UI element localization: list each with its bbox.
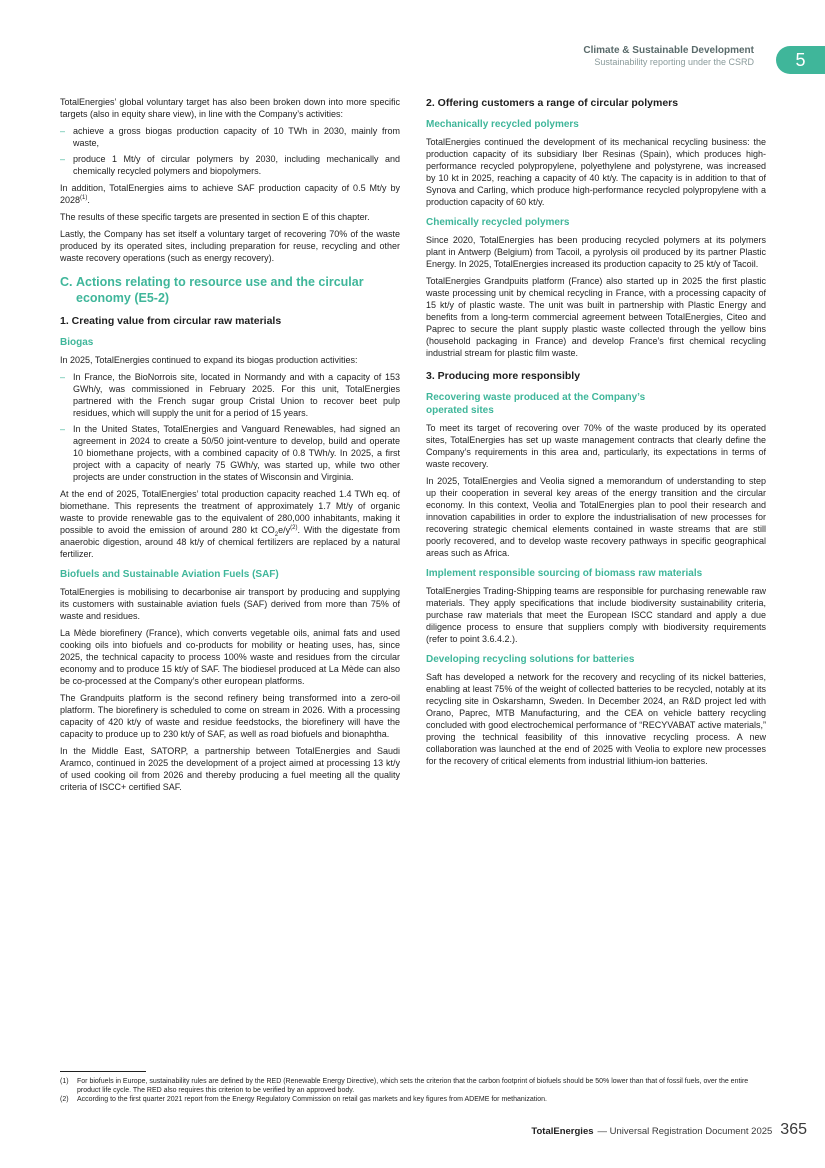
chemical-paragraph-1: Since 2020, TotalEnergies has been producing recycled polymers at its polymers plant in Antwerp (Belgium) from Tacoil, a pyrolysis oil produced by its partner Plastic Energy. In 2025, TotalEnergies increased its production capacity to 25 kt/y of Tacoil. xyxy=(426,235,766,269)
saf-paragraph-4: In the Middle East, SATORP, a partnership between TotalEnergies and Saudi Aramco, continued in 2025 the development of a project aimed at processing 13 kt/y of used cooking oil from 2026 and thereby producing a fuel meeting all the quality criteria of ISCC+ certified SAF. xyxy=(60,746,400,792)
header-title: Climate & Sustainable Development xyxy=(583,45,754,56)
saf-paragraph-1: TotalEnergies is mobilising to decarbonise air transport by producing and supplying its customers with sustainable aviation fuels (SAF) derived from more than 75% of waste and residues. xyxy=(60,587,400,621)
heading-batteries: Developing recycling solutions for batteries xyxy=(426,654,635,665)
heading-biomass: Implement responsible sourcing of biomass raw materials xyxy=(426,568,703,579)
footnote-divider xyxy=(60,1071,146,1072)
saf-target-paragraph xyxy=(60,182,400,206)
footnote-number: (1) xyxy=(60,1078,69,1085)
text-part: e/y xyxy=(278,525,291,535)
waste-paragraph-1: To meet its target of recovering over 70% of the waste produced by its operated sites, TotalEnergies has set up waste management contracts that clearly define the Company’s requirements in this area and, particularly, its expectations in terms of waste recovery. xyxy=(426,423,766,469)
footnote-number: (2) xyxy=(60,1096,69,1103)
heading-creating-value: 1. Creating value from circular raw materials xyxy=(60,315,282,327)
bullet-text: In the United States, TotalEnergies and Vanguard Renewables, had signed an agreement in 2024 to create a 50/50 joint-venture to develop, build and operate 10 biomethane projects, with a combined capacity of 0.8 TWh/y. In 2025, a first project with a capacity of nearly 75 GWh/y, was started up, while two other projects are under construction in the states of Wisconsin and Virginia. xyxy=(73,424,400,482)
intro-bullet-list xyxy=(60,125,400,177)
heading-saf: Biofuels and Sustainable Aviation Fuels (SAF) xyxy=(60,569,279,580)
footnote-text: For biofuels in Europe, sustainability rules are defined by the RED (Renewable Energy Directive), which sets the criterion that the carbon footprint of biofuels should be 50% lower than that of fossil fuels, over the entire product life cycle. The RED also requires this criterion to be verified by an approved body. xyxy=(77,1078,749,1094)
heading-circular-polymers: 2. Offering customers a range of circular polymers xyxy=(426,97,679,109)
section-letter: C. xyxy=(60,275,73,289)
footnote-text: According to the first quarter 2021 report from the Energy Regulatory Commission on retail gas markets and key figures from ADEME for methanization. xyxy=(77,1096,547,1103)
footnotes xyxy=(60,1077,772,1104)
dash-bullet: – xyxy=(60,372,66,382)
text-part: At the end of 2025, TotalEnergies’ total production capacity reached 1.4 TWh eq. of biomethane. This represents the treatment of approximately 1.7 Mt/y of organic waste to provide renewable gas to the equivalent of 280,000 inhabitants, making it possible to avoid the emission of around 280 kt CO xyxy=(60,489,400,535)
heading-mechanical: Mechanically recycled polymers xyxy=(426,119,579,130)
list-item xyxy=(60,371,400,419)
footer-brand: TotalEnergies xyxy=(531,1126,594,1137)
footer-document-title: — Universal Registration Document 2025 xyxy=(597,1126,773,1137)
heading-biogas: Biogas xyxy=(60,337,94,348)
heading-waste xyxy=(426,391,766,417)
results-paragraph: The results of these specific targets are presented in section E of this chapter. xyxy=(60,212,370,222)
section-title-line-2: economy (E5-2) xyxy=(76,291,170,305)
subscript: 2 xyxy=(274,531,279,538)
dash-bullet: – xyxy=(60,154,66,164)
biomass-paragraph: TotalEnergies Trading-Shipping teams are responsible for purchasing renewable raw materials. They apply specifications that include biodiversity sustainability criteria, purchase raw materials that meet the European ISCC standard and apply a due diligence process to ensure that suppliers comply with biodiversity requirements (refer to point 3.6.4.2.). xyxy=(426,586,766,644)
heading-chemical: Chemically recycled polymers xyxy=(426,217,570,228)
biogas-intro: In 2025, TotalEnergies continued to expand its biogas production activities: xyxy=(60,355,358,365)
biogas-summary xyxy=(60,488,400,560)
left-column xyxy=(60,96,400,798)
chemical-paragraph-2: TotalEnergies Grandpuits platform (France) also started up in 2025 the first plastic waste processing unit by chemical recycling in France, with a processing capacity of 15 kt/y of plastic waste. The unit was built in partnership with Plastic Energy and benefits from a long-term commercial agreement between TotalEnergies, Citeo and Paprec to secure the plant supply plastic waste collected through the yellow bins (household packaging in France) and develop France’s first chemical recycling industrial stream for plastic film waste. xyxy=(426,276,766,358)
heading-line-1: Recovering waste produced at the Company’s xyxy=(426,392,646,403)
bullet-text: In France, the BioNorrois site, located in Normandy and with a capacity of 153 GWh/y, was commissioned in February 2025. For this unit, TotalEnergies partnered with the French sugar group Cristal Union to recover beet pulp residues, which will supply the unit for a period of 15 years. xyxy=(73,372,400,418)
heading-line-2: operated sites xyxy=(426,405,494,416)
heading-producing-responsibly: 3. Producing more responsibly xyxy=(426,370,581,382)
dash-bullet: – xyxy=(60,424,66,434)
footnote-ref: (2) xyxy=(290,525,298,531)
battery-paragraph: Saft has developed a network for the recovery and recycling of its nickel batteries, enabling at least 75% of the weight of collected batteries to be recycled, notably at its recycling site in Oskarshamn, Sweden. In December 2024, an R&D project led with Orano, Paprec, MTB Manufacturing, and the CEA on vehicle battery recycling concluded with good electrochemical performance of “RECYVABAT active materials,” proving the technical feasibility of this innovative recycling process. A new collaboration was launched at the end of 2025 with Veolia to explore new processes for the recovery of critical elements from industrial lithium-ion batteries. xyxy=(426,672,766,766)
text-part: . With the digestate from anaerobic digestion, around 48 kt/y of chemical fertilizers are replaced by a natural fertilizer. xyxy=(60,525,400,559)
footnote xyxy=(60,1095,772,1104)
biogas-bullet-list xyxy=(60,371,400,483)
list-item xyxy=(60,125,400,149)
page-header xyxy=(583,45,754,68)
chapter-tab: 5 xyxy=(776,46,825,74)
footnote-ref: (1) xyxy=(80,195,88,201)
period: . xyxy=(87,195,90,205)
list-item xyxy=(60,423,400,483)
section-c-heading xyxy=(60,274,400,306)
dash-bullet: – xyxy=(60,126,66,136)
saf-paragraph-3: The Grandpuits platform is the second refinery being transformed into a zero-oil platform. The biorefinery is scheduled to come on stream in 2026. With a processing capacity of 420 kt/y of waste and residue feedstocks, the biorefinery will have the capacity to produce up to 230 kt/y of SAF, as well as road biofuels and bionaphtha. xyxy=(60,693,400,739)
page-number: 365 xyxy=(780,1121,807,1138)
right-column xyxy=(426,96,766,772)
bullet-text: produce 1 Mt/y of circular polymers by 2030, including mechanically and chemically recycled polymers and biopolymers. xyxy=(73,154,400,176)
mechanical-paragraph: TotalEnergies continued the development of its mechanical recycling business: the production capacity of its subsidiary Iber Resinas (Spain), which produces high-performance recycled polypropylene, polyethylene and polystyrene, was increased by 10 kt in 2025, reaching a capacity of 40 kt/y. The capacity is in addition to that of Synova and Carling, which produce high-performance recycled polypropylene with a production capacity of 60 kt/y. xyxy=(426,137,766,207)
intro-paragraph: TotalEnergies’ global voluntary target has also been broken down into more specific targets (also in equity share view), in line with the Company’s activities: xyxy=(60,97,400,119)
header-subtitle: Sustainability reporting under the CSRD xyxy=(594,57,754,67)
lastly-paragraph: Lastly, the Company has set itself a voluntary target of recovering 70% of the waste produced by its operated sites, including preparation for reuse, recycling and other waste recovery operations (such as energy recovery). xyxy=(60,229,400,263)
page-footer xyxy=(531,1121,807,1139)
section-title-line-1: Actions relating to resource use and the circular xyxy=(76,275,364,289)
bullet-text: achieve a gross biogas production capacity of 10 TWh in 2030, mainly from waste, xyxy=(73,126,400,148)
footnote xyxy=(60,1077,772,1095)
saf-target-text: In addition, TotalEnergies aims to achieve SAF production capacity of 0.5 Mt/y by 2028 xyxy=(60,183,400,205)
list-item xyxy=(60,153,400,177)
saf-paragraph-2: La Mède biorefinery (France), which converts vegetable oils, animal fats and used cooking oils into biofuels and co-products for mobility or heating uses, has, since 2025, the technical capacity to process 100% waste and residues from the circular economy and to produce 15 kt/y of SAF. The biodiesel produced at La Mède can also be co-processed at the Company’s other european platforms. xyxy=(60,628,400,686)
waste-paragraph-2: In 2025, TotalEnergies and Veolia signed a memorandum of understanding to step up their cooperation in several key areas of the energy transition and the circular economy. In this context, Veolia and TotalEnergies plan to pool their research and innovation capabilities in order to explore the industrialisation of new processes for recovering strategic chemical elements contained in waste streams that are still poorly recovered, and to develop waste recovery pathways in specific geographical areas such as Africa. xyxy=(426,476,766,558)
